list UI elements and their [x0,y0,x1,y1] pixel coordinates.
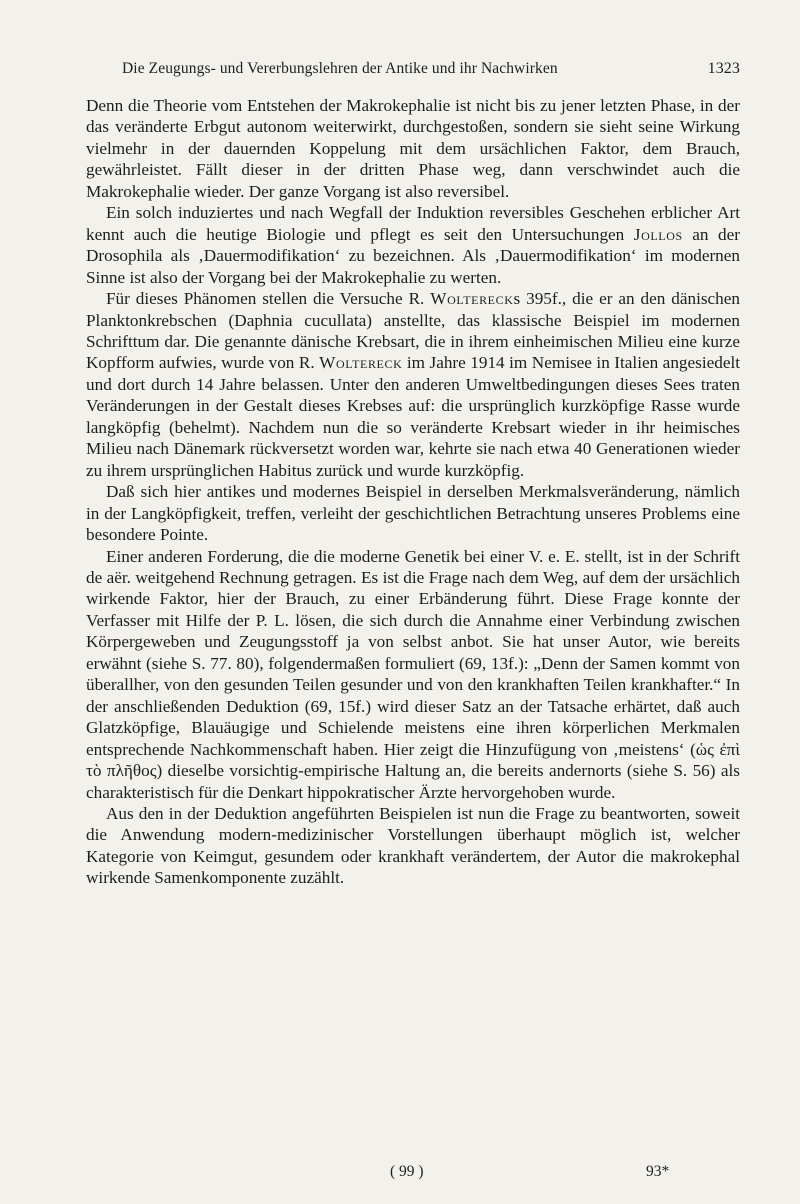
text-run: Daß sich hier antikes und modernes Beispiel in derselben Merkmalsveränderung, nämlich in der Langköpfigkeit, treffen, verleiht der geschichtlichen Betrachtung unseres Problems eine besondere Pointe. [86,482,740,545]
paragraph [86,288,740,481]
text-run: im Jahre 1914 im Nemisee in Italien angesiedelt und dort durch 14 Jahre belassen. Unter den anderen Umweltbedingungen dieses Sees traten Veränderungen in der Gestalt dieses Krebses auf: die ursprünglich kurzköpfige Rasse wurde langköpfig (behelmt). Nachdem nun die so veränderte Krebsart wieder in ihr heimisches Milieu nach Dänemark rückversetzt worden war, kehrte sie nach etwa 40 Generationen wieder zu ihrem ursprünglichen Habitus zurück und wurde kurzköpfig. [86,353,740,480]
paragraph [86,481,740,545]
text-run: Für dieses Phänomen stellen die Versuche R. [106,289,431,309]
running-title: Die Zeugungs- und Vererbungslehren der Antike und ihr Nachwirken [122,60,558,77]
text-run: Einer anderen Forderung, die die moderne Genetik bei einer V. e. E. stellt, ist in der Schrift de aër. weitgehend Rechnung getragen. Es ist die Frage nach dem Weg, auf dem der ursächlich wirkende Faktor, hier der Brauch, zu einer Erbänderung führt. Diese Frage konnte der Verfasser mit Hilfe der P. L. lösen, die sich durch die Annahme einer Verbindung zwischen Körpergeweben und Zeugungsstoff ja von selbst anbot. Sie hat unser Autor, wie bereits erwähnt (siehe S. 77. 80), folgendermaßen formuliert (69, 13f.): „Denn der Samen kommt von überallher, von den gesunden Teilen gesunder und von den krankhaften Teilen krankhafter.“ In der anschließenden Deduktion (69, 15f.) wird dieser Satz an der Tatsache erhärtet, daß auch Glatzköpfige, Blauäugige und Schielende meistens eine ihren körperlichen Merkmalen entsprechende Nachkommenschaft haben. Hier zeigt die Hinzufügung von ‚meistens‘ (ὡς ἐπὶ τὸ πλῆθος) dieselbe vorsichtig-empirische Haltung an, die bereits andernorts (siehe S. 56) als charakteristisch für die Denkart hippokratischer Ärzte hervorgehoben wurde. [86,546,740,802]
sheet-number: ( 99 ) [390,1163,424,1180]
author-name: Woltereck [319,353,403,373]
text-run: an der Drosophila als ‚Dauermodifikation‘ zu bezeichnen. Als ‚Dauermodifikation‘ im modernen Sinne ist also der Vorgang bei der Makrokephalie zu werten. [86,224,740,287]
author-name: Woltereck [430,289,514,309]
paragraph [86,95,740,202]
text-run: s 395f., die er an den dänischen Planktonkrebschen (Daphnia cucullata) anstellte, das klassische Beispiel im modernen Schrifttum dar. Die genannte dänische Krebsart, die in ihrem einheimischen Milieu eine kurze Kopfform aufwies, wurde von R. [86,289,740,373]
body-text [86,95,740,889]
page-number: 1323 [707,60,740,77]
paragraph [86,803,740,889]
text-run: Denn die Theorie vom Entstehen der Makrokephalie ist nicht bis zu jener letzten Phase, in der das veränderte Erbgut autonom weiterwirkt, durchgestoßen, sondern sie sieht seine Wirkung vielmehr in der dauernden Koppelung mit dem ursächlichen Faktor, dem Brauch, gewährleistet. Fällt dieser in der dritten Phase weg, dann verschwindet auch die Makrokephalie wieder. Der ganze Vorgang ist also reversibel. [86,96,740,201]
paragraph [86,202,740,288]
signature-mark: 93* [646,1163,670,1180]
text-run: Aus den in der Deduktion angeführten Beispielen ist nun die Frage zu beantworten, soweit die Anwendung modern-medizinischer Vorstellungen überhaupt möglich ist, welcher Kategorie von Keimgut, gesundem oder krankhaft verändertem, der Autor die makrokephal wirkende Samenkomponente zuzählt. [86,803,740,888]
author-name: Jollos [633,224,683,244]
text-run: Ein solch induziertes und nach Wegfall der Induktion reversibles Geschehen erblicher Art kennt auch die heutige Biologie und pflegt es seit den Untersuchungen [86,203,740,244]
paragraph [86,546,740,803]
